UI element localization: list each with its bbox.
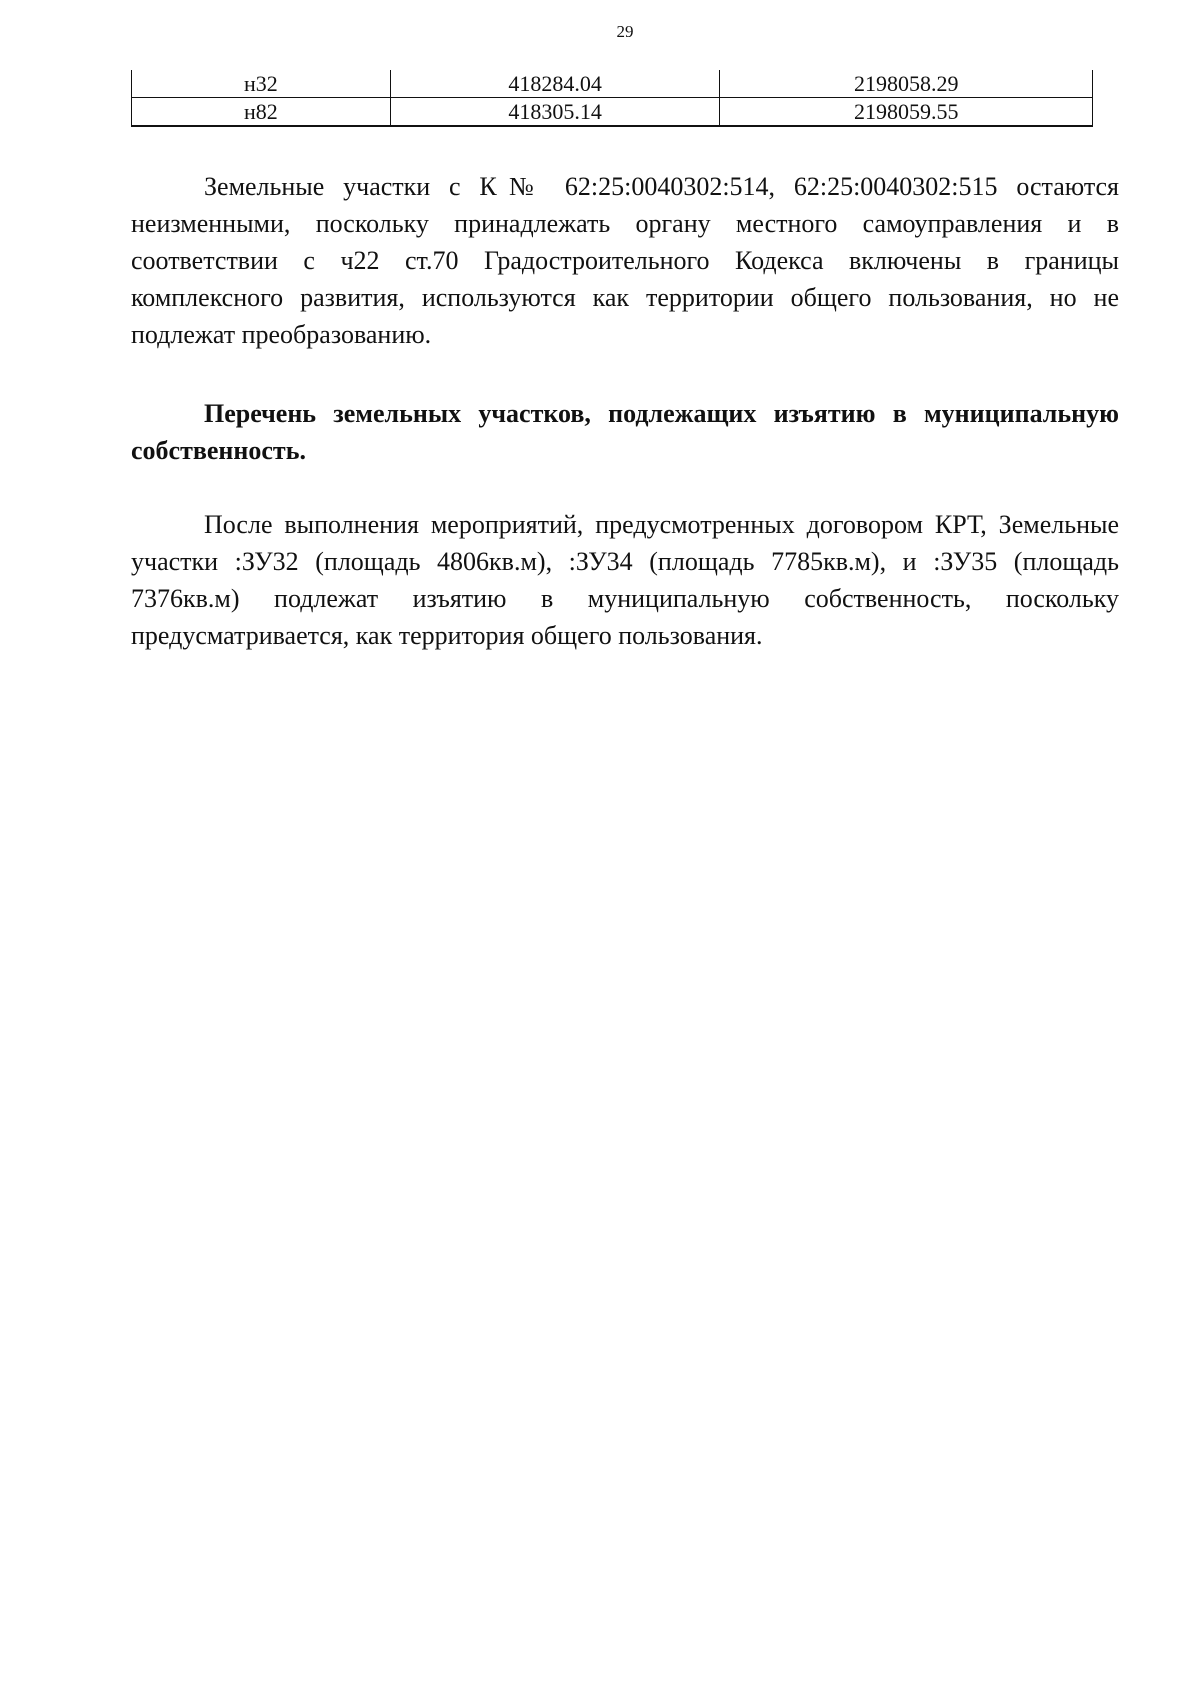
paragraph-seizure	[131, 506, 1119, 654]
table-row	[132, 98, 1093, 127]
heading-text: Перечень земельных участков, подлежащих изъятию в муниципальную собственность.	[131, 399, 1119, 465]
paragraph-text: После выполнения мероприятий, предусмотренных договором КРТ, Земельные участки :ЗУ32 (площадь 4806кв.м), :ЗУ34 (площадь 7785кв.м), и :ЗУ35 (площадь 7376кв.м) подлежат изъятию в муниципальную собственность, поскольку предусматривается, как территория общего пользования.	[131, 510, 1119, 650]
paragraph-text: Земельные участки с К№ 62:25:0040302:514, 62:25:0040302:515 остаются неизменными, поскольку принадлежать органу местного самоуправления и в соответствии с ч22 ст.70 Градостроительного Кодекса включены в границы комплексного развития, используются как территории общего пользования, но не подлежат преобразованию.	[131, 172, 1119, 349]
section-heading	[131, 395, 1119, 469]
page-number: 29	[616, 22, 634, 41]
point-name-cell: н32	[132, 70, 391, 98]
paragraph-unchanged-plots	[131, 168, 1119, 353]
y-coordinate-cell: 2198058.29	[720, 70, 1093, 98]
y-coordinate-cell: 2198059.55	[720, 98, 1093, 127]
coordinates-table	[131, 70, 1093, 127]
point-name-cell: н82	[132, 98, 391, 127]
table-row	[132, 70, 1093, 98]
x-coordinate-cell: 418305.14	[390, 98, 720, 127]
x-coordinate-cell: 418284.04	[390, 70, 720, 98]
